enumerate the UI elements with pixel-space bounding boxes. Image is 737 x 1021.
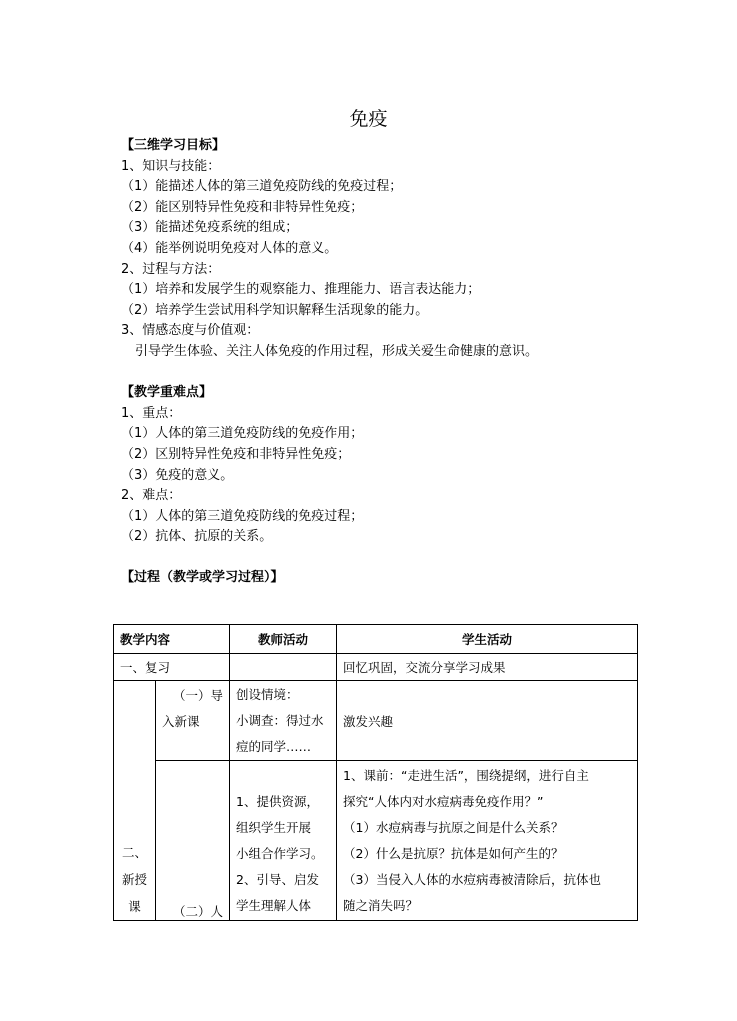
- document-body: [121, 136, 641, 589]
- part2-teacher: 1、提供资源， 组织学生开展 小组合作学习。 2、引导、启发 学生理解人体: [230, 761, 337, 921]
- page-title: 免疫: [349, 108, 388, 130]
- section2-label: 二、 新授 课: [114, 681, 156, 921]
- objective-line: 3、情感态度与价值观：: [121, 323, 260, 339]
- lesson-plan-table: [113, 624, 638, 921]
- key-point-line: （2）区别特异性免疫和非特异性免疫；: [121, 446, 351, 462]
- review-student: 回忆巩固，交流分享学习成果: [337, 654, 638, 681]
- header-teacher: 教师活动: [230, 625, 337, 654]
- review-teacher: [230, 654, 337, 681]
- attitude-text: 引导学生体验、关注人体免疫的作用过程，形成关爱生命健康的意识。: [135, 343, 539, 359]
- intro-teacher: 创设情境： 小调查：得过水 痘的同学……: [230, 681, 337, 761]
- objectives-heading: 【三维学习目标】: [121, 138, 226, 153]
- part2-content: （二）人: [156, 761, 230, 921]
- table-row: [114, 681, 638, 761]
- review-content: 一、复习: [114, 654, 230, 681]
- key-point-line: （3）免疫的意义。: [121, 467, 234, 483]
- objective-line: 2、过程与方法：: [121, 261, 221, 277]
- objective-line: （2）能区别特异性免疫和非特异性免疫；: [121, 199, 364, 215]
- intro-student: 激发兴趣: [337, 681, 638, 761]
- intro-content: （一）导 入新课: [156, 681, 230, 761]
- objective-line: （4）能举例说明免疫对人体的意义。: [121, 240, 338, 256]
- process-heading: 【过程（教学或学习过程）】: [121, 570, 284, 586]
- table-header-row: [114, 625, 638, 654]
- key-point-line: 1、重点：: [121, 405, 182, 421]
- objective-line: （2）培养学生尝试用科学知识解释生活现象的能力。: [121, 302, 429, 318]
- objective-line: 1、知识与技能：: [121, 158, 221, 174]
- header-content: 教学内容: [114, 625, 230, 654]
- key-point-line: 2、难点：: [121, 488, 182, 504]
- key-points-heading: 【教学重难点】: [121, 385, 213, 401]
- key-point-line: （2）抗体、抗原的关系。: [121, 529, 273, 545]
- table-row: [114, 654, 638, 681]
- objective-line: （1）培养和发展学生的观察能力、推理能力、语言表达能力；: [121, 282, 481, 298]
- header-student: 学生活动: [337, 625, 638, 654]
- objective-line: （3）能描述免疫系统的组成；: [121, 220, 299, 236]
- part2-student: 1、课前：“走进生活”，围绕提纲，进行自主 探究“人体内对水痘病毒免疫作用？” （1）水痘病毒与抗原之间是什么关系？ （2）什么是抗原？抗体是如何产生的？ （3）当侵入人体的水痘病毒被清除后，抗体也 随之消失吗？: [337, 761, 638, 921]
- objective-line: （1）能描述人体的第三道免疫防线的免疫过程；: [121, 179, 403, 195]
- table-row: [114, 761, 638, 921]
- key-point-line: （1）人体的第三道免疫防线的免疫过程；: [121, 508, 364, 524]
- key-point-line: （1）人体的第三道免疫防线的免疫作用；: [121, 426, 364, 442]
